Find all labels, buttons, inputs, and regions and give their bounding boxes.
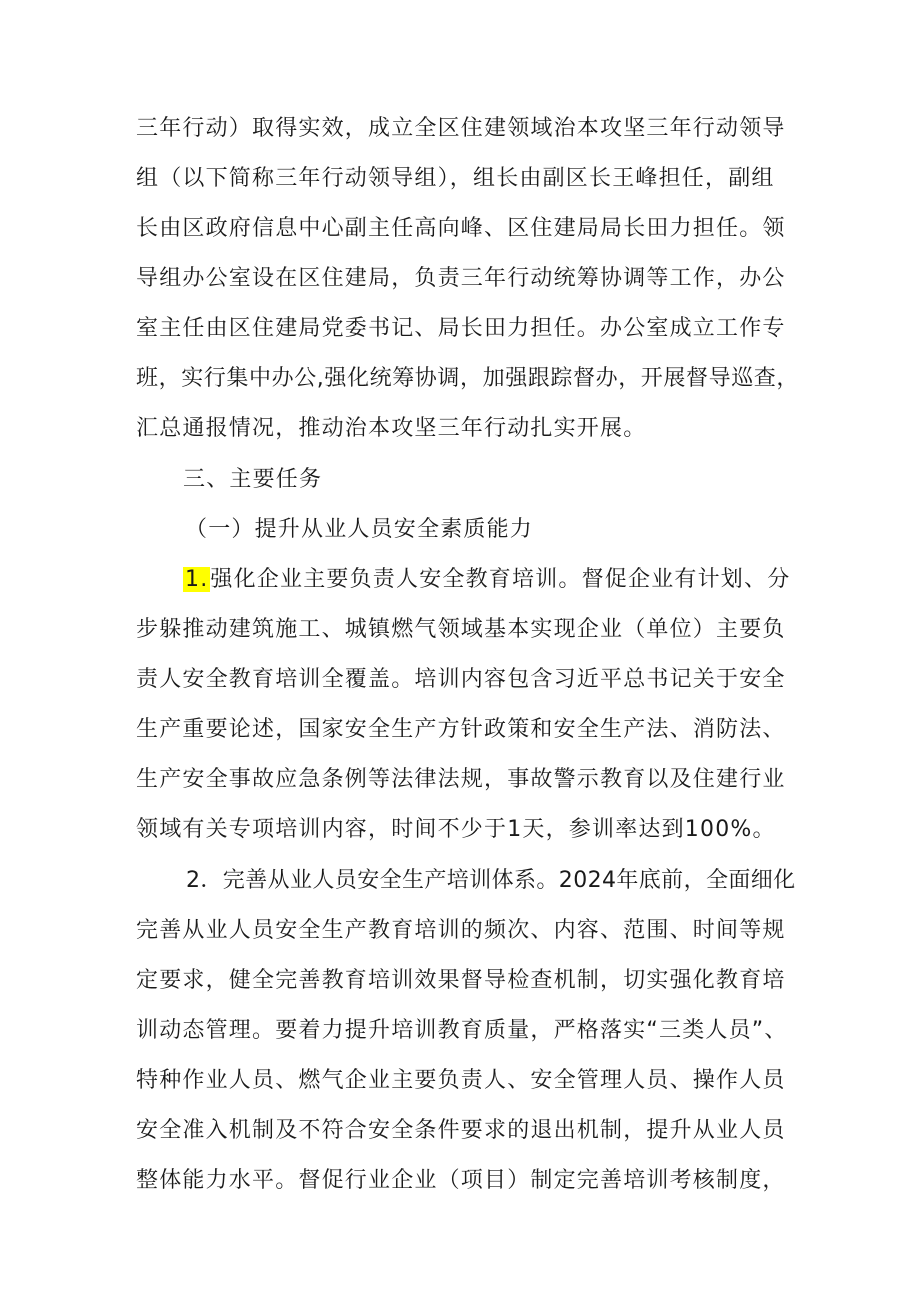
- paragraph-line: 汇总通报情况，推动治本攻坚三年行动扎实开展。: [136, 416, 647, 441]
- paragraph-line: 组（以下简称三年行动领导组），组长由副区长王峰担任，副组: [136, 166, 775, 191]
- paragraph-line: 导组办公室设在区住建局，负责三年行动统筹协调等工作，办公: [136, 266, 786, 291]
- paragraph-line: 训动态管理。要着力提升培训教育质量，严格落实“三类人员”、: [136, 1018, 788, 1043]
- paragraph-line: 特种作业人员、燃气企业主要负责人、安全管理人员、操作人员: [136, 1068, 786, 1093]
- paragraph-line: 责人安全教育培训全覆盖。培训内容包含习近平总书记关于安全: [136, 667, 786, 692]
- paragraph-line: 整体能力水平。督促行业企业（项目）制定完善培训考核制度，: [136, 1168, 786, 1193]
- paragraph-line: 完善从业人员安全生产教育培训的频次、内容、范围、时间等规: [136, 918, 786, 943]
- paragraph-line: 室主任由区住建局党委书记、局长田力担任。办公室成立工作专: [136, 316, 786, 341]
- paragraph-line: 定要求，健全完善教育培训效果督导检查机制，切实强化教育培: [136, 968, 786, 993]
- item-number-highlight: 1.: [185, 567, 209, 592]
- list-item-first-line: 2．完善从业人员安全生产培训体系。2024年底前，全面细化: [186, 868, 796, 893]
- paragraph-line: 安全准入机制及不符合安全条件要求的退出机制，提升从业人员: [136, 1118, 786, 1143]
- paragraph-line: 生产重要论述，国家安全生产方针政策和安全生产法、消防法、: [136, 717, 786, 742]
- subsection-heading: （一）提升从业人员安全素质能力: [185, 517, 534, 542]
- paragraph-line: 班，实行集中办公,强化统筹协调，加强跟踪督办，开展督导巡查，: [136, 366, 799, 391]
- paragraph-line: 长由区政府信息中心副主任高向峰、区住建局局长田力担任。领: [136, 216, 786, 241]
- list-item-first-line: [183, 563, 790, 597]
- paragraph-line: 三年行动）取得实效，成立全区住建领域治本攻坚三年行动领导: [136, 116, 786, 141]
- item-text: 强化企业主要负责人安全教育培训。督促企业有计划、分: [210, 567, 791, 592]
- paragraph-line: 步躲推动建筑施工、城镇燃气领域基本实现企业（单位）主要负: [136, 617, 786, 642]
- paragraph-line: 领域有关专项培训内容，时间不少于1天，参训率达到100%。: [136, 817, 776, 842]
- section-heading: 三、主要任务: [183, 467, 323, 492]
- paragraph-line: 生产安全事故应急条例等法律法规，事故警示教育以及住建行业: [136, 767, 786, 792]
